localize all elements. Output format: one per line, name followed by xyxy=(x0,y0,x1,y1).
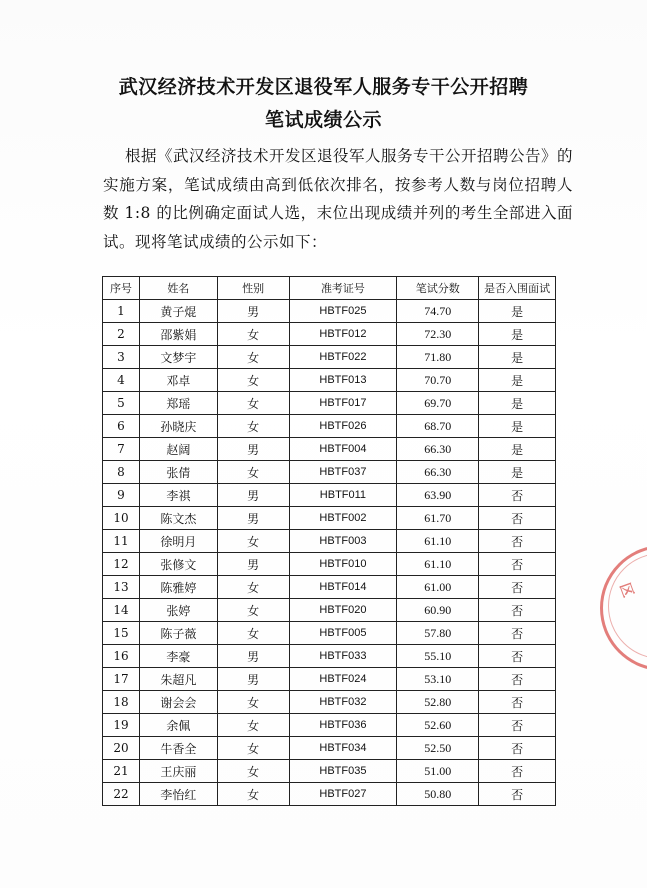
cell-exam-id: HBTF026 xyxy=(289,415,397,438)
cell-shortlisted: 否 xyxy=(479,714,556,737)
cell-shortlisted: 否 xyxy=(479,645,556,668)
cell-shortlisted: 是 xyxy=(479,438,556,461)
cell-no: 18 xyxy=(103,691,140,714)
table-row xyxy=(103,760,556,783)
cell-name: 张倩 xyxy=(139,461,217,484)
header-gender: 性别 xyxy=(217,277,289,300)
cell-score: 60.90 xyxy=(397,599,479,622)
cell-name: 余佩 xyxy=(139,714,217,737)
cell-exam-id: HBTF035 xyxy=(289,760,397,783)
cell-no: 21 xyxy=(103,760,140,783)
cell-score: 61.00 xyxy=(397,576,479,599)
table-row xyxy=(103,576,556,599)
cell-shortlisted: 否 xyxy=(479,599,556,622)
cell-score: 69.70 xyxy=(397,392,479,415)
cell-name: 孙晓庆 xyxy=(139,415,217,438)
cell-name: 邵紫娟 xyxy=(139,323,217,346)
cell-gender: 女 xyxy=(217,599,289,622)
cell-shortlisted: 否 xyxy=(479,760,556,783)
cell-gender: 女 xyxy=(217,622,289,645)
table-body xyxy=(103,300,556,806)
cell-gender: 男 xyxy=(217,645,289,668)
header-name: 姓名 xyxy=(139,277,217,300)
cell-gender: 男 xyxy=(217,668,289,691)
cell-exam-id: HBTF011 xyxy=(289,484,397,507)
header-exam-id: 准考证号 xyxy=(289,277,397,300)
cell-exam-id: HBTF004 xyxy=(289,438,397,461)
cell-score: 52.50 xyxy=(397,737,479,760)
official-seal-text: 区 xyxy=(616,581,636,600)
cell-exam-id: HBTF037 xyxy=(289,461,397,484)
cell-exam-id: HBTF003 xyxy=(289,530,397,553)
cell-gender: 男 xyxy=(217,300,289,323)
cell-exam-id: HBTF034 xyxy=(289,737,397,760)
cell-shortlisted: 是 xyxy=(479,415,556,438)
cell-no: 14 xyxy=(103,599,140,622)
cell-gender: 女 xyxy=(217,783,289,806)
table-row xyxy=(103,484,556,507)
table-row xyxy=(103,507,556,530)
cell-name: 黄子焜 xyxy=(139,300,217,323)
cell-gender: 女 xyxy=(217,714,289,737)
cell-name: 文梦宇 xyxy=(139,346,217,369)
cell-gender: 男 xyxy=(217,438,289,461)
table-row xyxy=(103,668,556,691)
cell-exam-id: HBTF024 xyxy=(289,668,397,691)
cell-name: 王庆丽 xyxy=(139,760,217,783)
cell-exam-id: HBTF010 xyxy=(289,553,397,576)
cell-no: 1 xyxy=(103,300,140,323)
table-row xyxy=(103,783,556,806)
cell-shortlisted: 否 xyxy=(479,691,556,714)
cell-gender: 男 xyxy=(217,507,289,530)
cell-gender: 男 xyxy=(217,553,289,576)
cell-name: 邓卓 xyxy=(139,369,217,392)
cell-no: 13 xyxy=(103,576,140,599)
cell-shortlisted: 否 xyxy=(479,507,556,530)
cell-shortlisted: 是 xyxy=(479,461,556,484)
cell-shortlisted: 否 xyxy=(479,576,556,599)
cell-exam-id: HBTF002 xyxy=(289,507,397,530)
cell-name: 谢会会 xyxy=(139,691,217,714)
cell-gender: 女 xyxy=(217,346,289,369)
table-row xyxy=(103,530,556,553)
table-row xyxy=(103,553,556,576)
header-no: 序号 xyxy=(103,277,140,300)
cell-score: 66.30 xyxy=(397,461,479,484)
cell-gender: 女 xyxy=(217,737,289,760)
cell-exam-id: HBTF020 xyxy=(289,599,397,622)
cell-no: 8 xyxy=(103,461,140,484)
cell-gender: 女 xyxy=(217,530,289,553)
cell-no: 11 xyxy=(103,530,140,553)
cell-name: 陈雅婷 xyxy=(139,576,217,599)
cell-score: 51.00 xyxy=(397,760,479,783)
cell-gender: 女 xyxy=(217,323,289,346)
cell-exam-id: HBTF032 xyxy=(289,691,397,714)
cell-shortlisted: 是 xyxy=(479,346,556,369)
table-row xyxy=(103,346,556,369)
cell-exam-id: HBTF025 xyxy=(289,300,397,323)
cell-no: 15 xyxy=(103,622,140,645)
cell-no: 19 xyxy=(103,714,140,737)
cell-name: 张修文 xyxy=(139,553,217,576)
cell-shortlisted: 是 xyxy=(479,323,556,346)
cell-score: 68.70 xyxy=(397,415,479,438)
cell-no: 12 xyxy=(103,553,140,576)
cell-no: 22 xyxy=(103,783,140,806)
cell-exam-id: HBTF022 xyxy=(289,346,397,369)
cell-shortlisted: 否 xyxy=(479,622,556,645)
cell-score: 74.70 xyxy=(397,300,479,323)
cell-score: 70.70 xyxy=(397,369,479,392)
cell-name: 陈文杰 xyxy=(139,507,217,530)
cell-shortlisted: 否 xyxy=(479,668,556,691)
cell-shortlisted: 是 xyxy=(479,392,556,415)
cell-no: 4 xyxy=(103,369,140,392)
cell-score: 55.10 xyxy=(397,645,479,668)
cell-name: 李祺 xyxy=(139,484,217,507)
table-row xyxy=(103,714,556,737)
cell-gender: 女 xyxy=(217,392,289,415)
header-score: 笔试分数 xyxy=(397,277,479,300)
cell-no: 6 xyxy=(103,415,140,438)
cell-no: 20 xyxy=(103,737,140,760)
cell-no: 17 xyxy=(103,668,140,691)
cell-shortlisted: 是 xyxy=(479,300,556,323)
cell-name: 陈子薇 xyxy=(139,622,217,645)
cell-no: 2 xyxy=(103,323,140,346)
table-row xyxy=(103,461,556,484)
cell-exam-id: HBTF033 xyxy=(289,645,397,668)
table-row xyxy=(103,691,556,714)
table-row xyxy=(103,645,556,668)
cell-gender: 男 xyxy=(217,484,289,507)
cell-name: 李豪 xyxy=(139,645,217,668)
cell-score: 50.80 xyxy=(397,783,479,806)
cell-score: 61.70 xyxy=(397,507,479,530)
cell-exam-id: HBTF013 xyxy=(289,369,397,392)
cell-no: 9 xyxy=(103,484,140,507)
table-row xyxy=(103,737,556,760)
score-table xyxy=(102,276,556,806)
table-header-row xyxy=(103,277,556,300)
header-shortlisted: 是否入围面试 xyxy=(479,277,556,300)
cell-shortlisted: 是 xyxy=(479,369,556,392)
table-row xyxy=(103,392,556,415)
cell-no: 16 xyxy=(103,645,140,668)
cell-no: 10 xyxy=(103,507,140,530)
table-row xyxy=(103,622,556,645)
cell-gender: 女 xyxy=(217,760,289,783)
cell-score: 63.90 xyxy=(397,484,479,507)
cell-score: 52.60 xyxy=(397,714,479,737)
cell-score: 72.30 xyxy=(397,323,479,346)
cell-exam-id: HBTF017 xyxy=(289,392,397,415)
cell-score: 57.80 xyxy=(397,622,479,645)
cell-no: 5 xyxy=(103,392,140,415)
cell-gender: 女 xyxy=(217,415,289,438)
cell-exam-id: HBTF027 xyxy=(289,783,397,806)
intro-paragraph xyxy=(103,142,573,256)
cell-name: 朱超凡 xyxy=(139,668,217,691)
intro-paragraph-text: 根据《武汉经济技术开发区退役军人服务专干公开招聘公告》的实施方案，笔试成绩由高到低依次排名，按参考人数与岗位招聘人数 1:8 的比例确定面试人选，末位出现成绩并列的考生全部进入面试。现将笔试成绩的公示如下： xyxy=(103,147,574,251)
cell-score: 52.80 xyxy=(397,691,479,714)
table-row xyxy=(103,300,556,323)
cell-score: 71.80 xyxy=(397,346,479,369)
cell-exam-id: HBTF014 xyxy=(289,576,397,599)
cell-exam-id: HBTF005 xyxy=(289,622,397,645)
cell-gender: 女 xyxy=(217,461,289,484)
table-row xyxy=(103,323,556,346)
cell-shortlisted: 否 xyxy=(479,737,556,760)
cell-shortlisted: 否 xyxy=(479,553,556,576)
cell-name: 赵阔 xyxy=(139,438,217,461)
document-title: 武汉经济技术开发区退役军人服务专干公开招聘 xyxy=(118,76,529,98)
table-row xyxy=(103,599,556,622)
cell-name: 郑瑶 xyxy=(139,392,217,415)
table-row xyxy=(103,438,556,461)
cell-no: 7 xyxy=(103,438,140,461)
table-row xyxy=(103,415,556,438)
cell-score: 61.10 xyxy=(397,553,479,576)
cell-shortlisted: 否 xyxy=(479,783,556,806)
cell-gender: 女 xyxy=(217,576,289,599)
cell-name: 李怡红 xyxy=(139,783,217,806)
document-subtitle: 笔试成绩公示 xyxy=(264,109,382,131)
cell-score: 53.10 xyxy=(397,668,479,691)
cell-shortlisted: 否 xyxy=(479,530,556,553)
cell-gender: 女 xyxy=(217,369,289,392)
cell-score: 66.30 xyxy=(397,438,479,461)
cell-no: 3 xyxy=(103,346,140,369)
cell-name: 徐明月 xyxy=(139,530,217,553)
cell-exam-id: HBTF012 xyxy=(289,323,397,346)
cell-name: 牛香全 xyxy=(139,737,217,760)
cell-exam-id: HBTF036 xyxy=(289,714,397,737)
cell-shortlisted: 否 xyxy=(479,484,556,507)
cell-name: 张婷 xyxy=(139,599,217,622)
cell-score: 61.10 xyxy=(397,530,479,553)
table-row xyxy=(103,369,556,392)
cell-gender: 女 xyxy=(217,691,289,714)
